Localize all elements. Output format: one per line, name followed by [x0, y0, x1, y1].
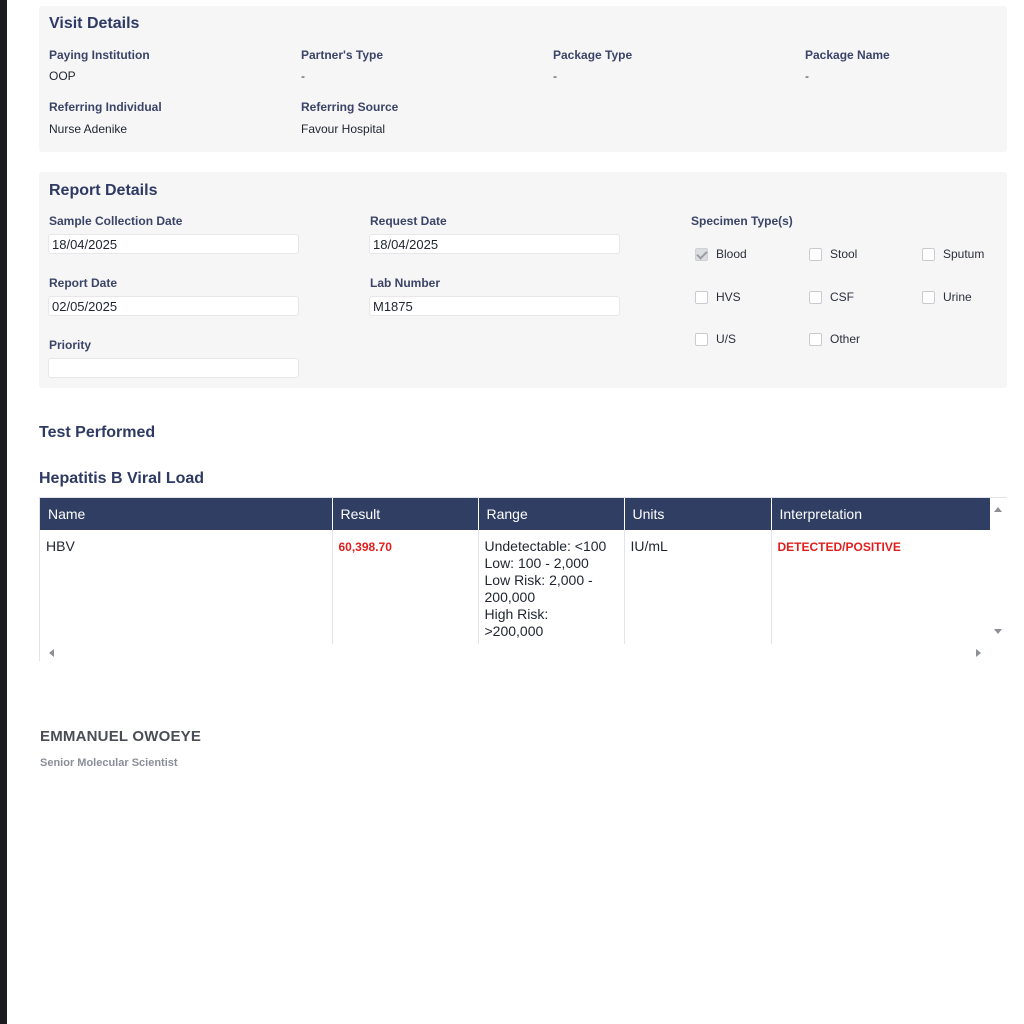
cell-result: [332, 530, 478, 645]
specimen-sputum-option[interactable]: [922, 247, 984, 261]
specimen-csf-option[interactable]: [809, 290, 854, 304]
visit-details-title: Visit Details: [49, 15, 140, 32]
column-header-interpretation: Interpretation: [771, 498, 990, 530]
report-date-label: Report Date: [49, 276, 118, 290]
signatory-name: EMMANUEL OWOEYE: [40, 728, 202, 745]
specimen-csf-label: CSF: [830, 290, 854, 304]
sample-collection-date-label: Sample Collection Date: [49, 214, 183, 228]
specimen-us-option[interactable]: [695, 332, 736, 346]
column-header-units: Units: [624, 498, 771, 530]
table-header-row: [40, 498, 990, 530]
checkbox-icon[interactable]: [922, 291, 935, 304]
test-performed-heading: Test Performed: [39, 424, 156, 441]
request-date-label: Request Date: [370, 214, 447, 228]
vertical-scrollbar[interactable]: [990, 498, 1007, 644]
checkbox-checked-icon[interactable]: [695, 248, 708, 261]
package-name-value: -: [805, 69, 809, 83]
interpretation-value: DETECTED/POSITIVE: [777, 540, 901, 554]
result-value: 60,398.70: [338, 540, 392, 554]
column-header-range: Range: [478, 498, 624, 530]
checkbox-icon[interactable]: [695, 291, 708, 304]
results-table: [40, 498, 990, 645]
range-line: High Risk:: [484, 606, 549, 622]
checkbox-icon[interactable]: [922, 248, 935, 261]
checkbox-icon[interactable]: [809, 291, 822, 304]
priority-label: Priority: [49, 338, 92, 352]
referring-individual-value: Nurse Adenike: [49, 122, 128, 136]
referring-source-value: Favour Hospital: [301, 122, 386, 136]
range-line: Undetectable: <100: [484, 538, 607, 554]
report-details-title: Report Details: [49, 182, 158, 199]
lab-number-field[interactable]: M1875: [369, 296, 620, 316]
cell-range: [478, 530, 624, 645]
checkbox-icon[interactable]: [809, 248, 822, 261]
checkbox-icon[interactable]: [809, 333, 822, 346]
range-line: Low: 100 - 2,000: [484, 555, 589, 571]
range-line: >200,000: [484, 623, 544, 639]
specimen-blood-label: Blood: [716, 247, 747, 261]
paying-institution-label: Paying Institution: [49, 48, 150, 62]
scroll-left-arrow-icon[interactable]: [49, 649, 54, 657]
signatory-title: Senior Molecular Scientist: [40, 757, 178, 769]
specimen-urine-label: Urine: [943, 290, 972, 304]
results-table-container[interactable]: [39, 497, 1007, 661]
range-line: 200,000: [484, 589, 536, 605]
priority-field[interactable]: [48, 358, 299, 378]
specimen-urine-option[interactable]: [922, 290, 972, 304]
package-type-value: -: [553, 69, 557, 83]
specimen-hvs-label: HVS: [716, 290, 741, 304]
referring-source-label: Referring Source: [301, 100, 399, 114]
specimen-other-label: Other: [830, 332, 861, 346]
column-header-result: Result: [332, 498, 478, 530]
package-name-label: Package Name: [805, 48, 890, 62]
specimen-other-option[interactable]: [809, 332, 860, 346]
cell-units: IU/mL: [624, 530, 771, 645]
specimen-blood-option[interactable]: [695, 247, 747, 261]
request-date-field[interactable]: 18/04/2025: [369, 234, 620, 254]
horizontal-scrollbar[interactable]: [40, 644, 1007, 661]
visit-details-card: [39, 6, 1007, 152]
report-details-card: [39, 172, 1007, 388]
cell-interpretation: [771, 530, 990, 645]
specimen-sputum-label: Sputum: [943, 247, 985, 261]
test-name-heading: Hepatitis B Viral Load: [39, 470, 205, 487]
referring-individual-label: Referring Individual: [49, 100, 162, 114]
left-window-edge: [0, 0, 7, 1024]
partners-type-value: -: [301, 69, 305, 83]
sample-collection-date-field[interactable]: 18/04/2025: [48, 234, 299, 254]
paying-institution-value: OOP: [49, 69, 76, 83]
partners-type-label: Partner's Type: [301, 48, 383, 62]
cell-name: HBV: [40, 530, 332, 645]
scroll-down-arrow-icon[interactable]: [994, 629, 1002, 634]
package-type-label: Package Type: [553, 48, 633, 62]
specimen-hvs-option[interactable]: [695, 290, 741, 304]
range-line: Low Risk: 2,000 -: [484, 572, 593, 588]
specimen-types-label: Specimen Type(s): [691, 214, 793, 228]
report-date-field[interactable]: 02/05/2025: [48, 296, 299, 316]
specimen-stool-label: Stool: [830, 247, 858, 261]
specimen-stool-option[interactable]: [809, 247, 857, 261]
lab-number-label: Lab Number: [370, 276, 441, 290]
scroll-up-arrow-icon[interactable]: [994, 507, 1002, 512]
table-row: [40, 530, 990, 645]
column-header-name: Name: [40, 498, 332, 530]
specimen-us-label: U/S: [716, 332, 737, 346]
checkbox-icon[interactable]: [695, 333, 708, 346]
scroll-right-arrow-icon[interactable]: [976, 649, 981, 657]
